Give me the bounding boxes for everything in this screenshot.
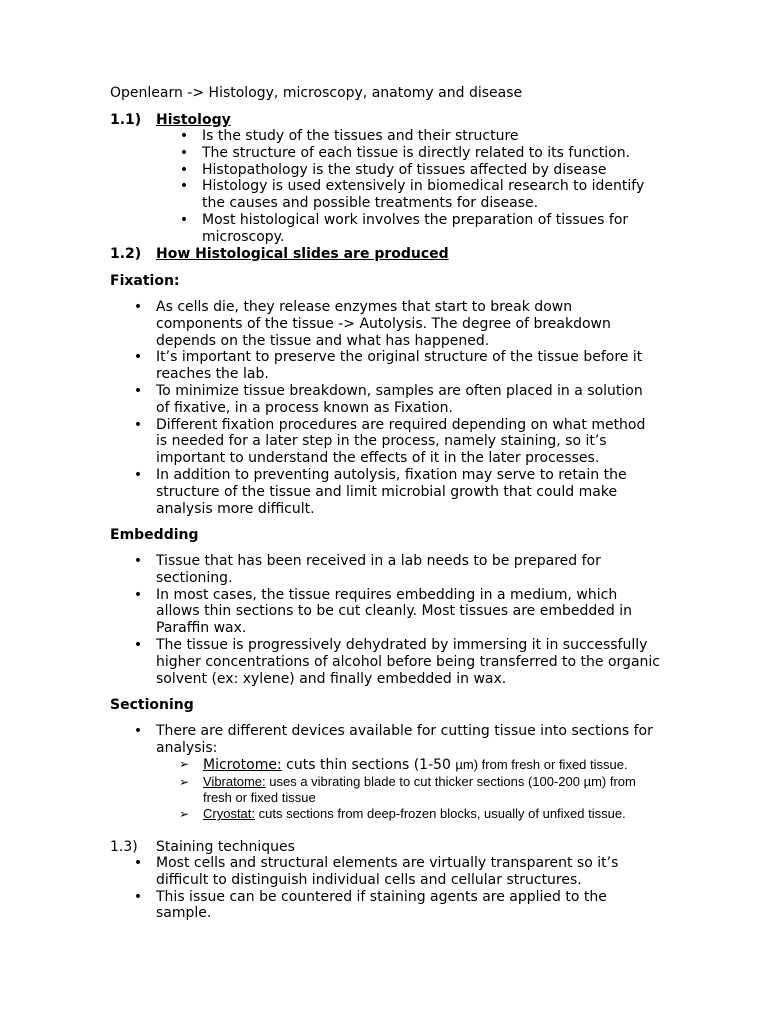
list-item: • Histology is used extensively in biomedical research to identify the causes and possible treatments for disease. [179, 178, 645, 212]
bullet-icon: • [133, 553, 143, 569]
embedding-bullet-list [133, 553, 661, 687]
section-number: 1.1) [110, 112, 142, 128]
bullet-icon: • [133, 636, 143, 653]
fixation-heading: Fixation: [110, 273, 180, 289]
intro-line: Openlearn -> Histology, microscopy, anatomy and disease [110, 85, 523, 101]
bullet-icon: • [179, 211, 189, 228]
list-item: • Different fixation procedures are required depending on what method is needed for a later step in the process, namely staining, so it’s important to understand the effects of it in the later processes. [133, 416, 646, 467]
section-title: Histology [156, 112, 231, 128]
section-number: 1.3) [110, 839, 138, 855]
list-item: ➢ Cryostat: cuts sections from deep-frozen blocks, usually of unfixed tissue. [179, 806, 626, 821]
list-item: ➢ Microtome: cuts thin sections (1-50 µm) from fresh or fixed tissue. [179, 757, 628, 773]
section-number: 1.2) [110, 246, 142, 262]
bullet-icon: • [133, 586, 143, 603]
list-item: • In most cases, the tissue requires embedding in a medium, which allows thin sections to be cut cleanly. Most tissues are embedded in Paraffin wax. [133, 586, 632, 637]
device-name: Vibratome: [203, 774, 266, 789]
list-item: • To minimize tissue breakdown, samples are often placed in a solution of fixative, in a process known as Fixation. [133, 382, 643, 416]
section-1-2-heading [110, 246, 449, 263]
bullet-icon: • [133, 888, 143, 905]
bullet-icon: • [133, 855, 143, 871]
staining-bullet-list [133, 855, 661, 922]
list-item: • As cells die, they release enzymes that start to break down components of the tissue -> Autolysis. The degree of breakdown depends on the tissue and what has happened. [133, 299, 611, 349]
bullet-icon: • [133, 382, 143, 399]
bullet-icon: • [179, 128, 189, 144]
histology-bullet-list [179, 128, 662, 246]
section-1-1-heading [110, 112, 231, 129]
list-item: ➢ Vibratome: uses a vibrating blade to cut thicker sections (100-200 µm) from fresh or fixed tissue [179, 774, 636, 805]
arrow-bullet-icon: ➢ [179, 757, 190, 771]
list-item: • Tissue that has been received in a lab needs to be prepared for sectioning. [133, 553, 601, 586]
list-item: • This issue can be countered if staining agents are applied to the sample. [133, 888, 607, 922]
bullet-icon: • [179, 178, 189, 195]
device-name: Cryostat: [203, 806, 256, 821]
section-title: Staining techniques [156, 839, 295, 855]
bullet-icon: • [133, 466, 143, 483]
bullet-icon: • [179, 144, 189, 161]
section-1-3-heading [110, 839, 295, 856]
bullet-icon: • [133, 299, 143, 315]
list-item: • Most histological work involves the preparation of tissues for microscopy. [179, 211, 629, 245]
list-item: • It’s important to preserve the original structure of the tissue before it reaches the lab. [133, 349, 643, 383]
list-item: • There are different devices available for cutting tissue into sections for analysis: [133, 723, 653, 756]
device-name: Microtome: [203, 757, 282, 773]
bullet-icon: • [133, 349, 143, 366]
list-item: • Histopathology is the study of tissues affected by disease [179, 161, 607, 178]
bullet-icon: • [133, 723, 143, 739]
sectioning-bullet-list [133, 723, 661, 757]
sectioning-heading: Sectioning [110, 697, 194, 713]
bullet-icon: • [179, 161, 189, 178]
section-title: How Histological slides are produced [156, 246, 449, 262]
list-item: • Is the study of the tissues and their structure [179, 128, 519, 144]
list-item: • In addition to preventing autolysis, fixation may serve to retain the structure of the tissue and limit microbial growth that could make analysis more difficult. [133, 466, 627, 517]
fixation-bullet-list [133, 299, 656, 517]
embedding-heading: Embedding [110, 527, 199, 543]
bullet-icon: • [133, 416, 143, 433]
arrow-bullet-icon: ➢ [179, 775, 190, 789]
arrow-bullet-icon: ➢ [179, 807, 190, 821]
list-item: • Most cells and structural elements are virtually transparent so it’s difficult to distinguish individual cells and cellular structures. [133, 855, 619, 888]
list-item: • The tissue is progressively dehydrated by immersing it in successfully higher concentrations of alcohol before being transferred to the organic solvent (ex: xylene) and finally embedded in wax. [133, 636, 660, 687]
list-item: • The structure of each tissue is directly related to its function. [179, 144, 631, 161]
device-list [179, 756, 663, 822]
